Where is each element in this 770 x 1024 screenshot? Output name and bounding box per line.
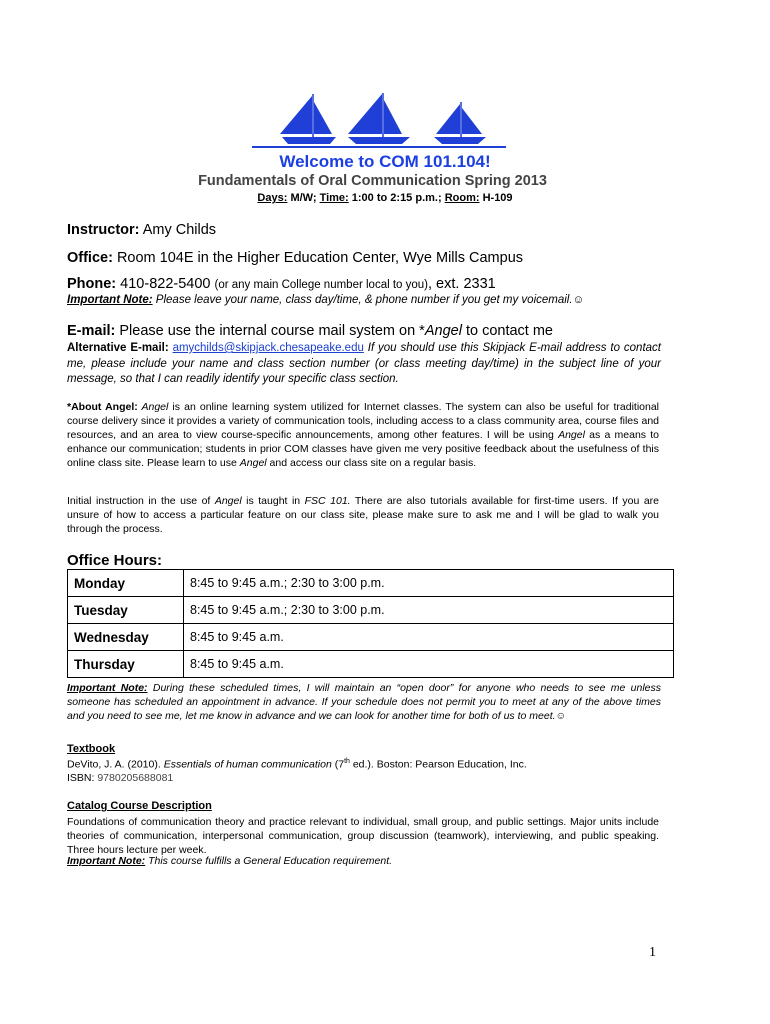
day-cell: Tuesday [68,597,184,624]
angel-word: Angel [424,323,462,339]
catalog-heading: Catalog Course Description [67,800,212,812]
important-note-label: Important Note: [67,855,146,867]
email-text-after: to contact me [461,323,553,339]
citation-edition: (7 [331,758,345,771]
time-value: 1:00 to 2:15 p.m.; [348,192,445,204]
instruction-text-3: There are also tutorials available for first-time users. If you are unsure of how to access a particular feature on our class site, please make sure to ask me and I will be glad to walk you through the process. [67,495,659,535]
phone-line [67,276,496,292]
alt-email-label: Alternative E-mail: [67,342,169,354]
instruction-paragraph [67,494,659,536]
table-row [68,570,674,597]
about-angel-word-1: Angel [137,401,169,413]
days-label: Days: [257,192,288,204]
about-angel-word-2: Angel [558,429,585,441]
about-angel-paragraph [67,400,659,470]
about-angel-text-4: as a means to enhance our communication; students in prior COM classes have given me very positive feedback about the usefulness of this online class site. Please learn to use [67,429,660,469]
time-cell: 8:45 to 9:45 a.m.; 2:30 to 3:00 p.m. [184,570,674,597]
time-cell: 8:45 to 9:45 a.m. [184,651,674,678]
alt-email-text: If you should use this Skipjack E-mail address to contact me, please include your name and class section number (or class meeting day/time) in the subject line of your message, so that I can readily identify your specific class section. [67,342,661,385]
instruction-angel: Angel [214,495,242,507]
catalog-description: Foundations of communication theory and practice relevant to individual, small group, and public settings. Major units include theories of communication, interpersonal communication, group discussion (teamwork), interviewing, and public speaking. Three hours lecture per week. [67,816,659,856]
room-label: Room: [444,192,480,204]
instruction-text-2: is taught in [241,495,305,507]
schedule-line [0,192,770,204]
textbook-heading: Textbook [67,743,116,755]
about-angel-text-2: is an online learning system utilized for Internet classes. The system can also be useful for traditional course delivery since it provides a variety of communication tools, including access to a class community area, course files and resources, and an area to view course-specific announcements, among other features. I will be using [67,401,660,441]
room-value: H-109 [479,192,513,204]
instructor-label: Instructor: [67,222,140,238]
citation-publisher: ed.). Boston: Pearson Education, Inc. [349,758,527,771]
office-value: Room 104E in the Higher Education Center, Wye Mills Campus [112,250,524,266]
office-label: Office: [67,250,113,266]
textbook-isbn [67,772,173,784]
office-line [67,250,523,266]
phone-label: Phone: [67,276,117,292]
time-cell: 8:45 to 9:45 a.m.; 2:30 to 3:00 p.m. [184,597,674,624]
day-cell: Monday [68,570,184,597]
about-angel-label: *About Angel: [67,401,138,413]
voicemail-note-text: Please leave your name, class day/time, & phone number if you get my voicemail.☺ [152,294,585,306]
welcome-title: Welcome to COM 101.104! [279,152,491,171]
instructor-line [67,222,216,238]
time-label: Time: [319,192,349,204]
isbn-label: ISBN: [67,772,98,784]
catalog-note-text: This course fulfills a General Education requirement. [145,855,393,867]
instructor-name: Amy Childs [139,222,217,238]
citation-author: DeVito, J. A. (2010). [67,758,164,771]
instruction-text-1: Initial instruction in the use of [67,495,215,507]
email-text-before: Please use the internal course mail system on * [115,323,425,339]
office-hours-note-text: During these scheduled times, I will maintain an “open door” for anyone who needs to see me unless someone has scheduled an appointment in advance. If your schedule does not permit you to meet at any of the above times and you need to see me, let me know in advance and we can look for another time for both of us to meet.☺ [67,682,661,722]
isbn-value: 9780205688081 [97,772,174,784]
email-line [67,323,553,339]
phone-number: 410-822-5400 [116,276,215,292]
page-number: 1 [649,945,656,960]
table-row [68,624,674,651]
table-row [68,597,674,624]
office-hours-note [67,681,661,723]
about-angel-word-3: Angel [239,457,267,469]
important-note-label: Important Note: [67,294,153,306]
sailboats-logo-icon [252,92,506,152]
citation-title: Essentials of human communication [163,758,332,771]
table-row [68,651,674,678]
instruction-fsc: FSC 101. [304,495,351,507]
phone-ext: , ext. 2331 [428,276,496,292]
about-angel-text-6: and access our class site on a regular basis. [266,457,477,469]
day-cell: Wednesday [68,624,184,651]
email-label: E-mail: [67,323,116,339]
voicemail-note [67,294,584,306]
citation-sup: th [344,758,350,765]
textbook-citation [67,758,527,771]
important-note-label: Important Note: [67,682,148,694]
office-hours-table [67,569,674,678]
days-value: M/W; [287,192,320,204]
phone-aside: (or any main College number local to you) [214,279,428,291]
catalog-note [67,855,392,867]
office-hours-title: Office Hours: [67,552,163,569]
day-cell: Thursday [68,651,184,678]
alternative-email-paragraph [67,341,661,388]
time-cell: 8:45 to 9:45 a.m. [184,624,674,651]
alt-email-link[interactable]: amychilds@skipjack.chesapeake.edu [172,342,364,354]
course-subtitle: Fundamentals of Oral Communication Spring 2013 [198,173,547,189]
